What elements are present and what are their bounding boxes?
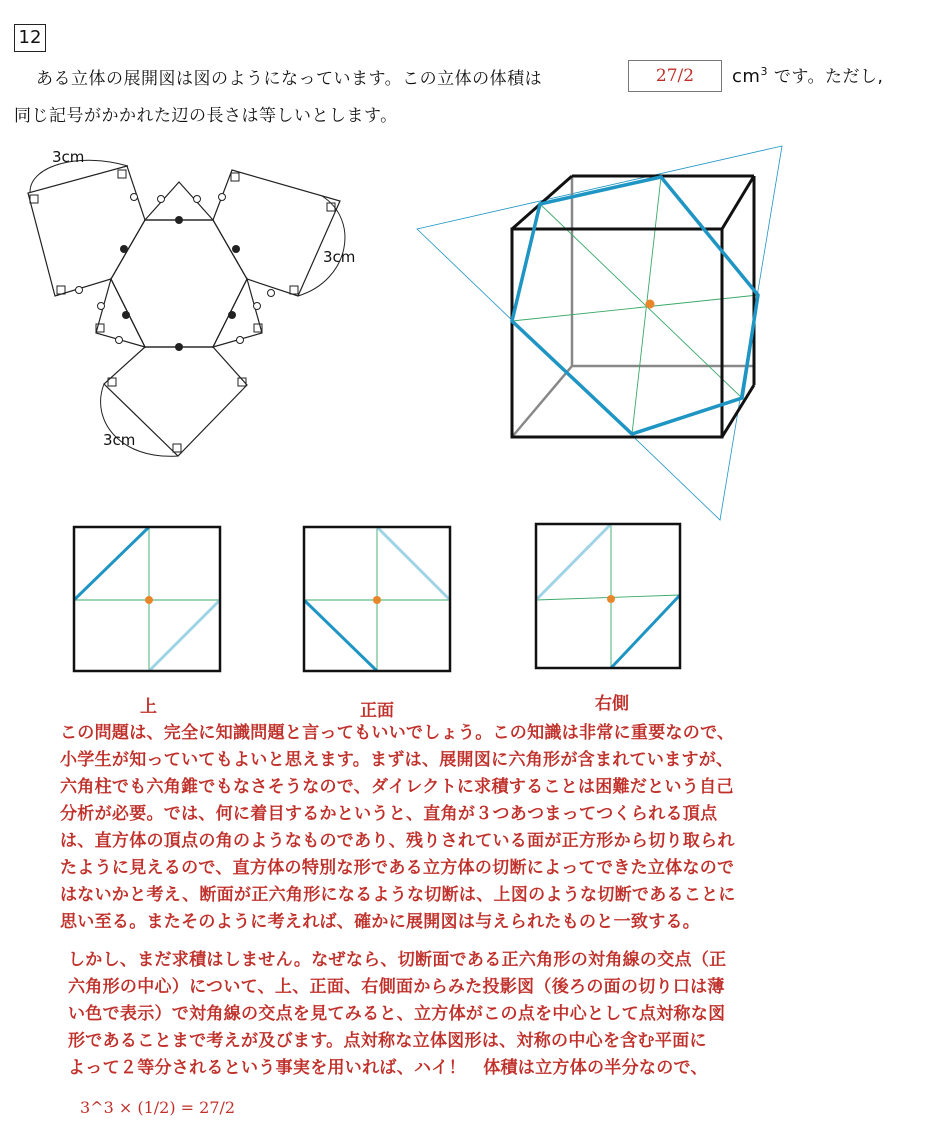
answer-box: 27/2 <box>628 60 722 92</box>
projection-view-right <box>534 522 682 670</box>
view-label-front: 正面 <box>360 701 394 721</box>
explanation-line: たように見えるので、直方体の特別な形である立方体の切断によってできた立体なので <box>60 858 735 878</box>
section-extension-triangle <box>417 146 782 520</box>
problem-number: 12 <box>14 24 46 52</box>
net-label-3cm-bottom: 3cm <box>103 431 136 449</box>
cube-front-face <box>512 229 722 437</box>
problem-text-before: ある立体の展開図は図のようになっています。この立体の体積は <box>36 69 543 89</box>
problem-text-line2: 同じ記号がかかれた辺の長さは等しいとします。 <box>14 106 398 126</box>
explanation-line: 六角形の中心）について、上、正面、右側面からみた投影図（後ろの面の切り口は薄 <box>68 977 725 997</box>
explanation-line: い色で表示）で対角線の交点を見てみると、立方体がこの点を中心として点対称な図 <box>68 1004 726 1024</box>
explanation-line: 小学生が知っていてもよいと思えます。まずは、展開図に六角形が含まれていますが、 <box>60 750 734 770</box>
explanation-line: 分析が必要。では、何に着目するかというと、直角が３つあつまってつくられる頂点 <box>60 804 718 824</box>
net-label-3cm-top: 3cm <box>52 148 85 166</box>
explanation-line: 思い至る。またそのように考えれば、確かに展開図は与えられたものと一致する。 <box>60 912 701 932</box>
explanation-line: 形であることまで考えが及びます。点対称な立体図形は、対称の中心を含む平面に <box>68 1031 707 1051</box>
view-label-right: 右側 <box>595 694 629 714</box>
net-label-3cm-right: 3cm <box>323 248 356 266</box>
view-label-top: 上 <box>140 697 157 717</box>
explanation-line: しかし、まだ求積はしません。なぜなら、切断面である正六角形の対角線の交点（正 <box>68 950 727 970</box>
projection-view-top <box>72 525 222 673</box>
explanation-line: はないかと考え、断面が正六角形になるような切断は、上図のような切断であることに <box>60 885 736 905</box>
volume-formula: 3^3 × (1/2) = 27/2 <box>80 1098 236 1117</box>
explanation-paragraph-1 <box>60 720 920 936</box>
cube-edge <box>722 176 754 229</box>
problem-text-after: $cm^3$ です。ただし, <box>732 65 884 87</box>
cube-edge <box>722 385 754 437</box>
explanation-line: は、直方体の頂点の角のようなものであり、残りされている面が正方形から切り取られ <box>60 831 735 851</box>
explanation-paragraph-2 <box>68 947 928 1082</box>
unit: $cm^3$ <box>732 65 768 87</box>
cube-section-diagram <box>0 0 943 540</box>
hexagon-center-point <box>646 300 655 309</box>
explanation-line: この問題は、完全に知識問題と言ってもいいでしょう。この知識は非常に重要なので、 <box>60 723 735 743</box>
projection-view-front <box>302 525 452 673</box>
explanation-line: よって２等分されるという事実を用いれば、ハイ！ 体積は立方体の半分なので、 <box>68 1058 708 1078</box>
cube-hidden-edge <box>512 366 572 437</box>
explanation-line: 六角柱でも六角錐でもなさそうなので、ダイレクトに求積することは困難だという自己 <box>60 777 734 797</box>
